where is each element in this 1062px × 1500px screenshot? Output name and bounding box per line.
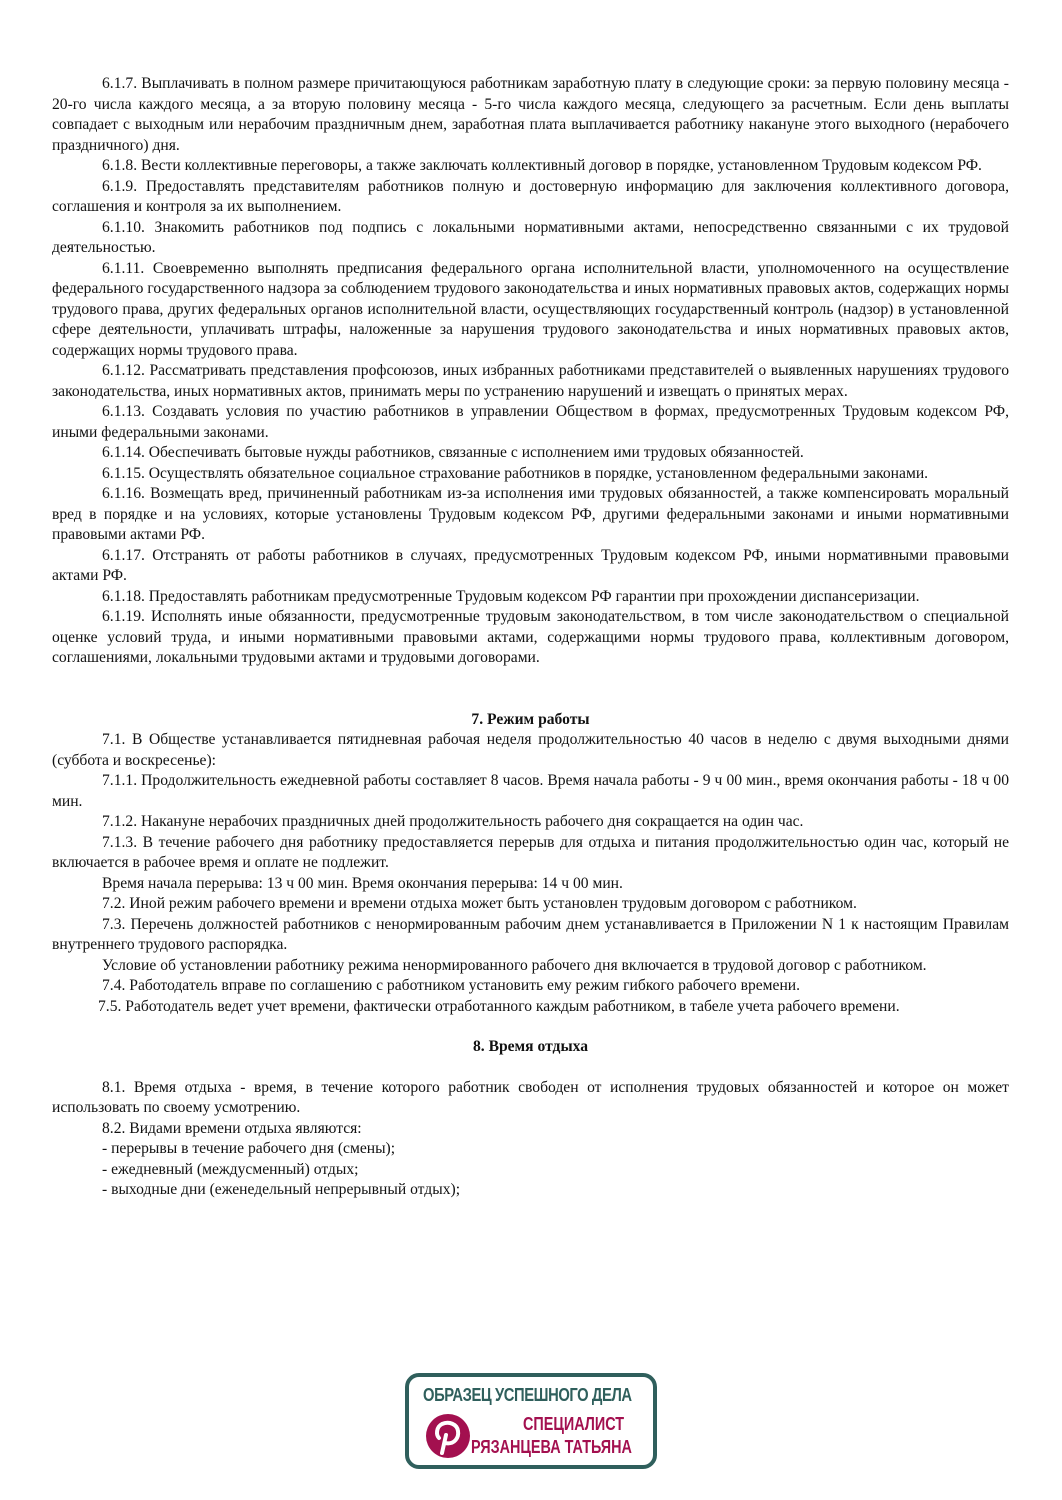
paragraph: 7.1.1. Продолжительность ежедневной работы составляет 8 часов. Время начала работы - 9 ч 00 мин., время окончания работы - 18 ч 00 мин. bbox=[52, 772, 1009, 810]
paragraph: 6.1.18. Предоставлять работникам предусмотренные Трудовым кодексом РФ гарантии при прохождении диспансеризации. bbox=[102, 587, 920, 605]
paragraph: 6.1.7. Выплачивать в полном размере причитающуюся работникам заработную плату в следующие сроки: за первую половину месяца - 20-го числа каждого месяца, а за вторую половину месяца - 5-го числа каждого месяца, следующего за расчетным. Если день выплаты совпадает с выходным или нерабочим праздничным днем, заработная плата выплачивается работнику накануне этого выходного (нерабочего праздничного) дня. bbox=[52, 75, 1009, 154]
paragraph: 7.1.3. В течение рабочего дня работнику предоставляется перерыв для отдыха и питания продолжительностью один час, который не включается в рабочее время и оплате не подлежит. bbox=[52, 833, 1009, 871]
logo-line-2: СПЕЦИАЛИСТ bbox=[523, 1414, 625, 1434]
list-item: - ежедневный (междусменный) отдых; bbox=[102, 1160, 359, 1178]
paragraph: 6.1.11. Своевременно выполнять предписания федерального органа исполнительной власти, уполномоченного на осуществление федерального государственного надзора за соблюдением трудового законодательства и иных нормативных правовых актов, содержащих нормы трудового права, других федеральных органов исполнительной власти, осуществляющих государственный контроль (надзор) в установленной сфере деятельности, уплачивать штрафы, наложенные за нарушения трудового законодательства и иных нормативных правовых актов, содержащих нормы трудового права. bbox=[52, 259, 1009, 359]
paragraph: Время начала перерыва: 13 ч 00 мин. Время окончания перерыва: 14 ч 00 мин. bbox=[102, 874, 623, 892]
paragraph: 8.2. Видами времени отдыха являются: bbox=[102, 1119, 362, 1137]
paragraph: 6.1.9. Предоставлять представителям работников полную и достоверную информацию для заключения коллективного договора, соглашения и контроля за их выполнением. bbox=[52, 177, 1009, 215]
paragraph: 7.1.2. Накануне нерабочих праздничных дней продолжительность рабочего дня сокращается на один час. bbox=[102, 813, 804, 830]
paragraph: 7.3. Перечень должностей работников с ненормированным рабочим днем устанавливается в Приложении N 1 к настоящим Правилам внутреннего трудового распорядка. bbox=[52, 915, 1009, 953]
section-heading: 8. Время отдыха bbox=[472, 1038, 589, 1055]
paragraph: 8.1. Время отдыха - время, в течение которого работник свободен от исполнения трудовых обязанностей и которое он может использовать по своему усмотрению. bbox=[52, 1078, 1009, 1116]
list-item: - выходные дни (еженедельный непрерывный отдых); bbox=[102, 1181, 461, 1198]
paragraph: 7.2. Иной режим рабочего времени и времени отдыха может быть установлен трудовым договором с работником. bbox=[102, 895, 857, 912]
pinterest-icon bbox=[425, 1413, 471, 1459]
section-6-items bbox=[52, 74, 1009, 669]
paragraph: 6.1.15. Осуществлять обязательное социальное страхование работников в порядке, установленном федеральными законами. bbox=[102, 464, 929, 482]
paragraph: 6.1.19. Исполнять иные обязанности, предусмотренные трудовым законодательством, в том числе законодательством о специальной оценке условий труда, и иными нормативными правовыми актами, содержащими нормы трудового права, коллективным договором, соглашениями, локальными трудовыми актами и трудовыми договорами. bbox=[52, 608, 1009, 666]
paragraph: 7.4. Работодатель вправе по соглашению с работником установить ему режим гибкого рабочего времени. bbox=[102, 977, 801, 994]
logo-line-3: РЯЗАНЦЕВА ТАТЬЯНА bbox=[471, 1437, 632, 1457]
paragraph: 7.1. В Обществе устанавливается пятидневная рабочая неделя продолжительностью 40 часов в неделю с двумя выходными днями (суббота и воскресенье): bbox=[52, 731, 1009, 769]
paragraph: 6.1.14. Обеспечивать бытовые нужды работников, связанные с исполнением ими трудовых обязанностей. bbox=[102, 444, 804, 461]
paragraph: 6.1.8. Вести коллективные переговоры, а также заключать коллективный договор в порядке, установленном Трудовым кодексом РФ. bbox=[102, 157, 982, 174]
paragraph: 6.1.12. Рассматривать представления профсоюзов, иных избранных работниками представителей о выявленных нарушениях трудового законодательства, иных нормативных актов, принимать меры по устранению нарушений и извещать о принятых мерах. bbox=[52, 362, 1009, 400]
paragraph: 7.5. Работодатель ведет учет времени, фактически отработанного каждым работником, в табеле учета рабочего времени. bbox=[98, 997, 900, 1015]
paragraph: 6.1.16. Возмещать вред, причиненный работникам из-за исполнения ими трудовых обязанностей, а также компенсировать моральный вред в порядке и на условиях, которые установлены Трудовым кодексом РФ, другими федеральными законами и иными нормативными правовыми актами РФ. bbox=[52, 485, 1009, 543]
paragraph: Условие об установлении работнику режима ненормированного рабочего дня включается в трудовой договор с работником. bbox=[102, 956, 927, 974]
watermark-logo bbox=[405, 1373, 657, 1469]
list-item: - перерывы в течение рабочего дня (смены); bbox=[102, 1140, 396, 1157]
section-heading: 7. Режим работы bbox=[471, 710, 590, 728]
logo-line-1: ОБРАЗЕЦ УСПЕШНОГО ДЕЛА bbox=[423, 1385, 632, 1405]
paragraph: 6.1.13. Создавать условия по участию работников в управлении Обществом в формах, предусмотренных Трудовым кодексом РФ, иными федеральными законами. bbox=[52, 403, 1009, 441]
document-page bbox=[52, 74, 1009, 1201]
paragraph: 6.1.10. Знакомить работников под подпись с локальными нормативными актами, непосредственно связанными с их трудовой деятельностью. bbox=[52, 218, 1009, 256]
paragraph: 6.1.17. Отстранять от работы работников в случаях, предусмотренных Трудовым кодексом РФ, иными нормативными правовыми актами РФ. bbox=[52, 546, 1009, 584]
